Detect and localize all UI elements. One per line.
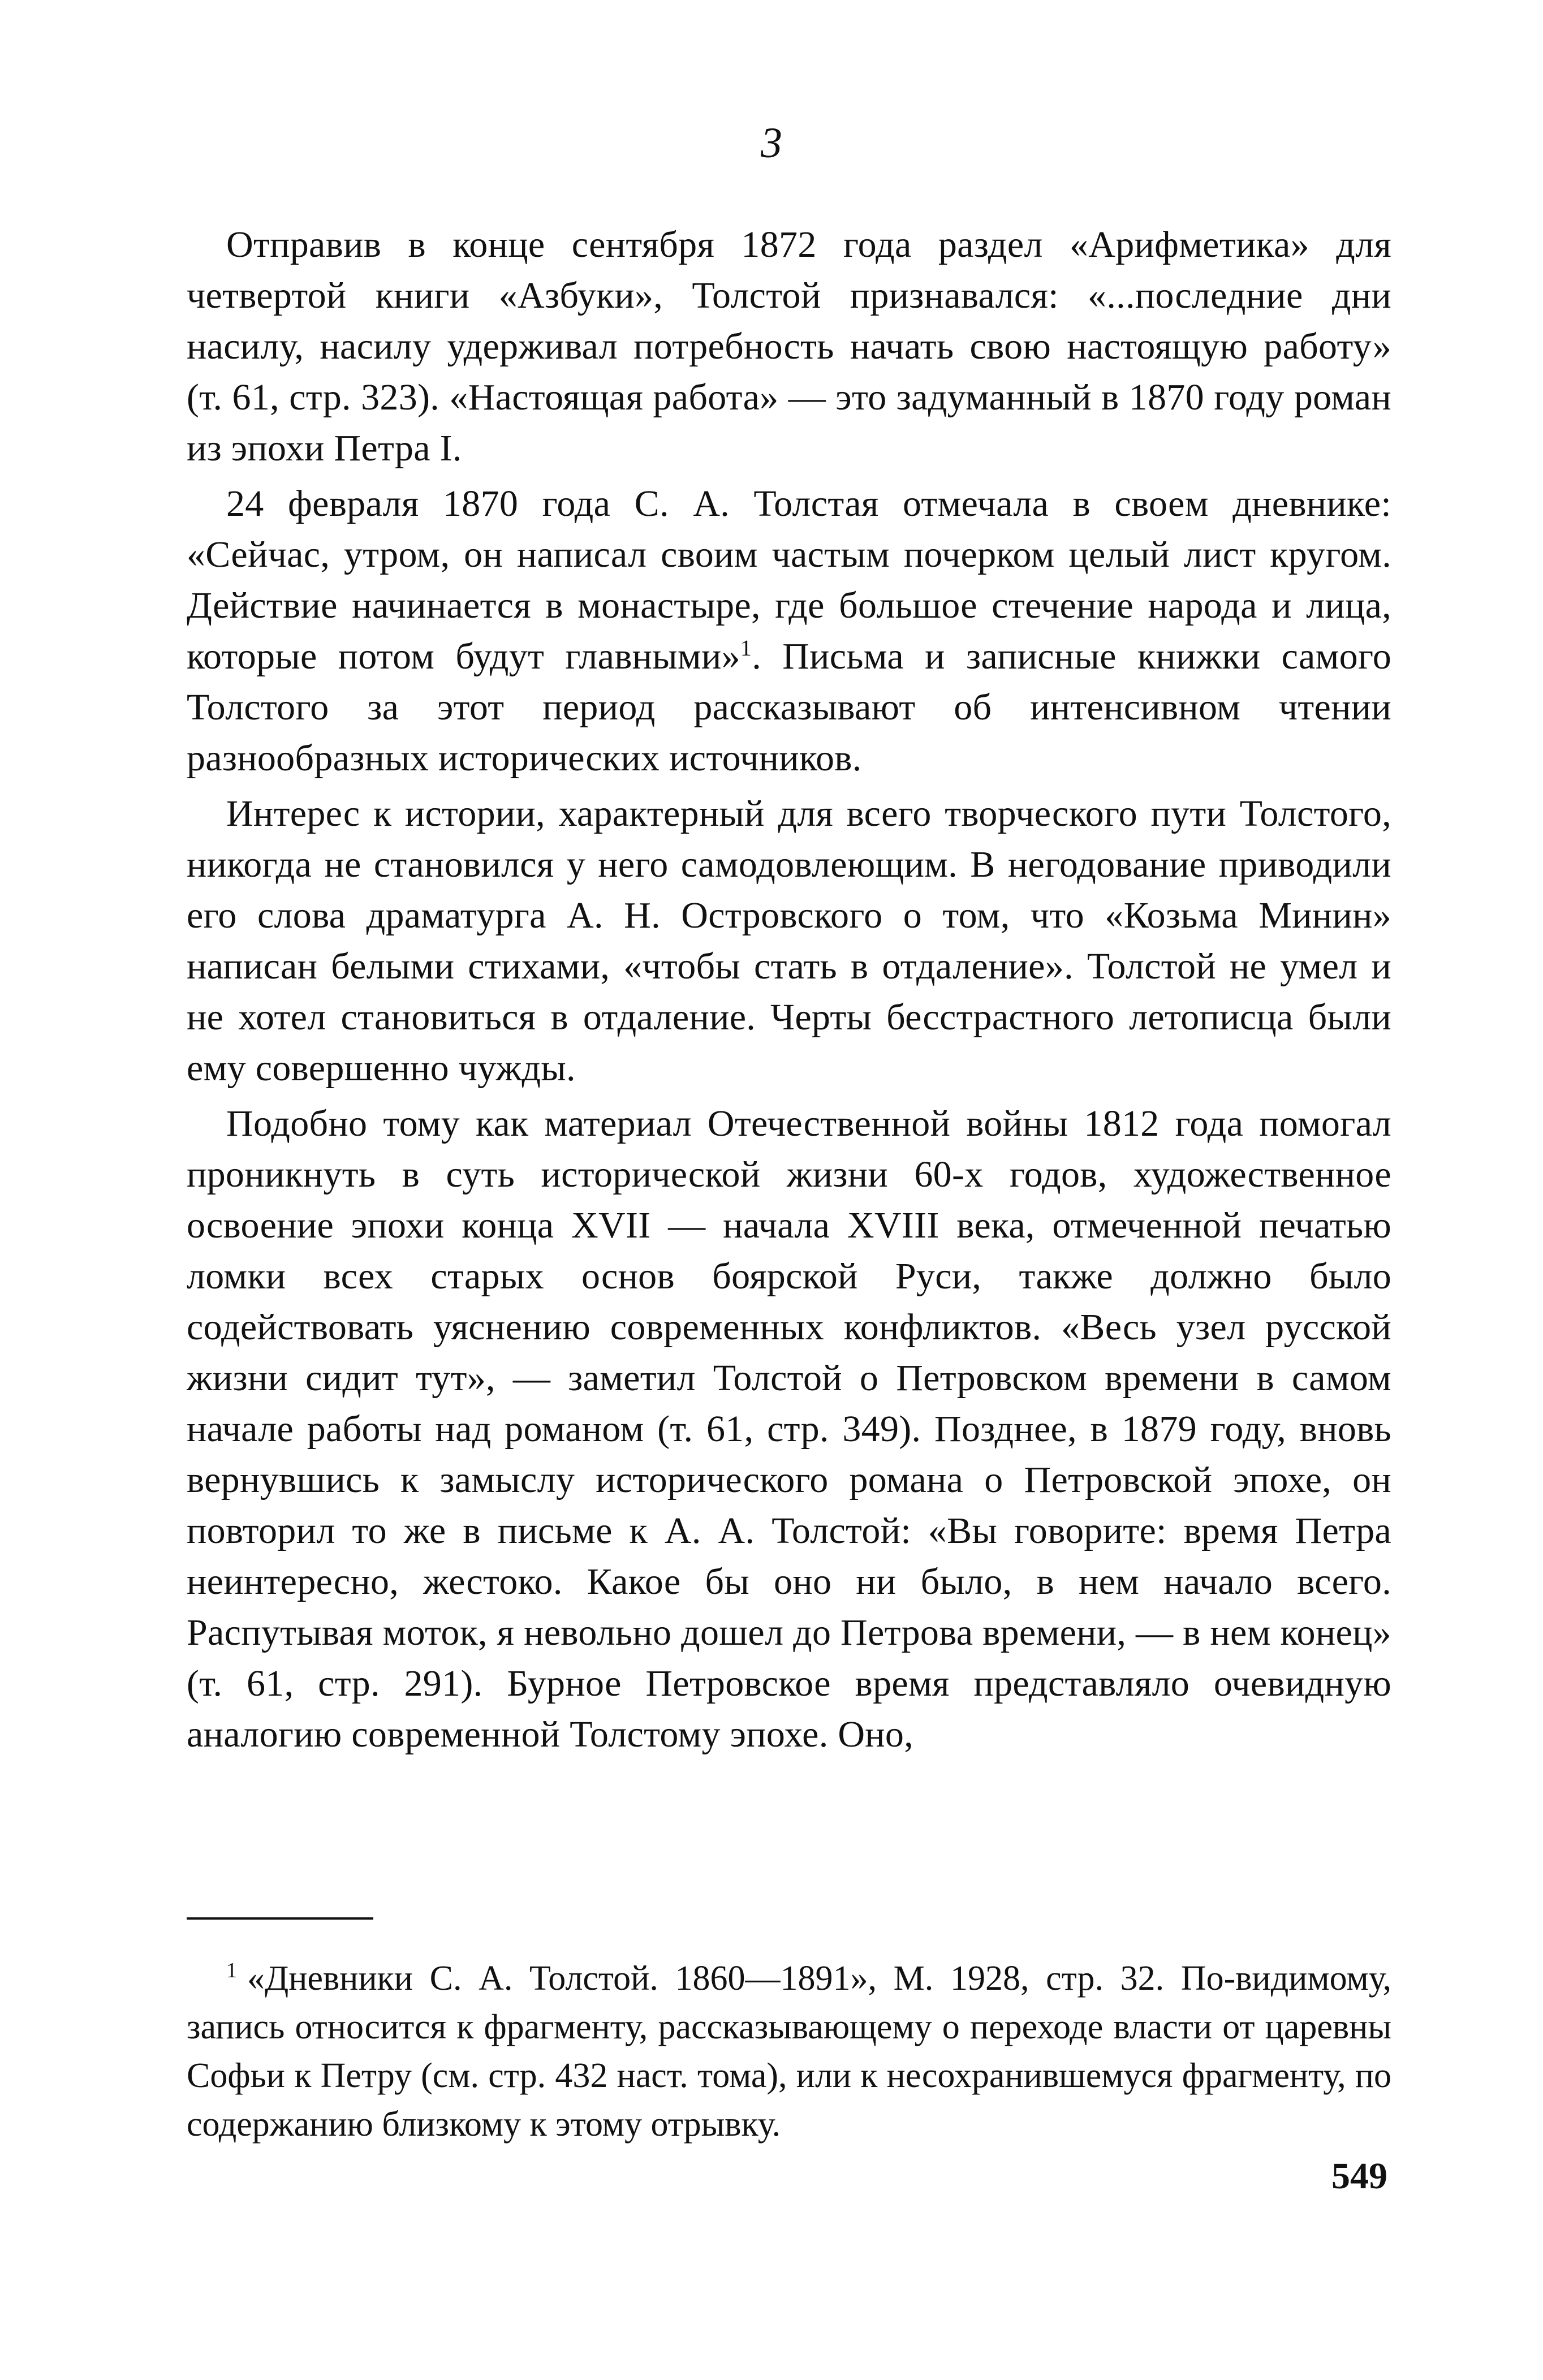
paragraph-1 (187, 219, 1391, 474)
footnote-mark: 1 (226, 1959, 237, 1983)
paragraph-text: 24 февраля 1870 года С. А. Толстая отмечала в своем дневнике: «Сейчас, утром, он написал своим частым почерком целый лист кругом. Действие начинается в монастыре, где большое стечение народа и лица, которые потом будут главными» (187, 483, 1391, 677)
paragraph-text: Подобно тому как материал Отечественной войны 1812 года помогал проникнуть в суть исторической жизни 60-х годов, художественное освоение эпохи конца XVII — начала XVIII века, отмеченной печатью ломки всех старых основ боярской Руси, также должно было содействовать уяснению современных конфликтов. «Весь узел русской жизни сидит тут», — заметил Толстой о Петровском времени в самом начале работы над романом (т. 61, стр. 349). Позднее, в 1879 году, вновь вернувшись к замыслу исторического романа о Петровской эпохе, он повторил то же в письме к А. А. Толстой: «Вы говорите: время Петра неинтересно, жестоко. Какое бы оно ни было, в нем начало всего. Распутывая моток, я невольно дошел до Петрова времени, — в нем конец» (т. 61, стр. 291). Бурное Петровское время представляло очевидную аналогию современной Толстому эпохе. Оно, (187, 1103, 1391, 1755)
footnote-reference[interactable]: 1 (740, 635, 752, 661)
footnote-divider (187, 1917, 373, 1920)
paragraph-2 (187, 478, 1391, 784)
paragraph-3 (187, 788, 1391, 1094)
footnote-text: «Дневники С. А. Толстой. 1860—1891», М. 1928, стр. 32. По-видимому, запись относится к фрагменту, рассказывающему о переходе власти от царевны Софьи к Петру (см. стр. 432 наст. тома), или к несохранившемуся фрагменту, по содержанию близкому к этому отрывку. (187, 1959, 1391, 2144)
footnote (187, 1954, 1391, 2149)
main-text (187, 219, 1391, 1765)
page-number: 549 (1331, 2155, 1387, 2197)
paragraph-text: Отправив в конце сентября 1872 года раздел «Арифметика» для четвертой книги «Азбуки», Толстой признавался: «...последние дни насилу, насилу удерживал потребность начать свою настоящую работу» (т. 61, стр. 323). «Настоящая работа» — это задуманный в 1870 году роман из эпохи Петра I. (187, 224, 1391, 469)
paragraph-4 (187, 1098, 1391, 1760)
paragraph-text: Интерес к истории, характерный для всего творческого пути Толстого, никогда не становился у него самодовлеющим. В негодование приводили его слова драматурга А. Н. Островского о том, что «Козьма Минин» написан белыми стихами, «чтобы стать в отдаление». Толстой не умел и не хотел становиться в отдаление. Черты бесстрастного летописца были ему совершенно чужды. (187, 793, 1391, 1089)
section-number: 3 (761, 119, 782, 167)
paragraph-text-continued: . Письма и записные книжки самого Толстого за этот период рассказывают об интенсивном чтении разнообразных исторических источников. (187, 636, 1392, 779)
